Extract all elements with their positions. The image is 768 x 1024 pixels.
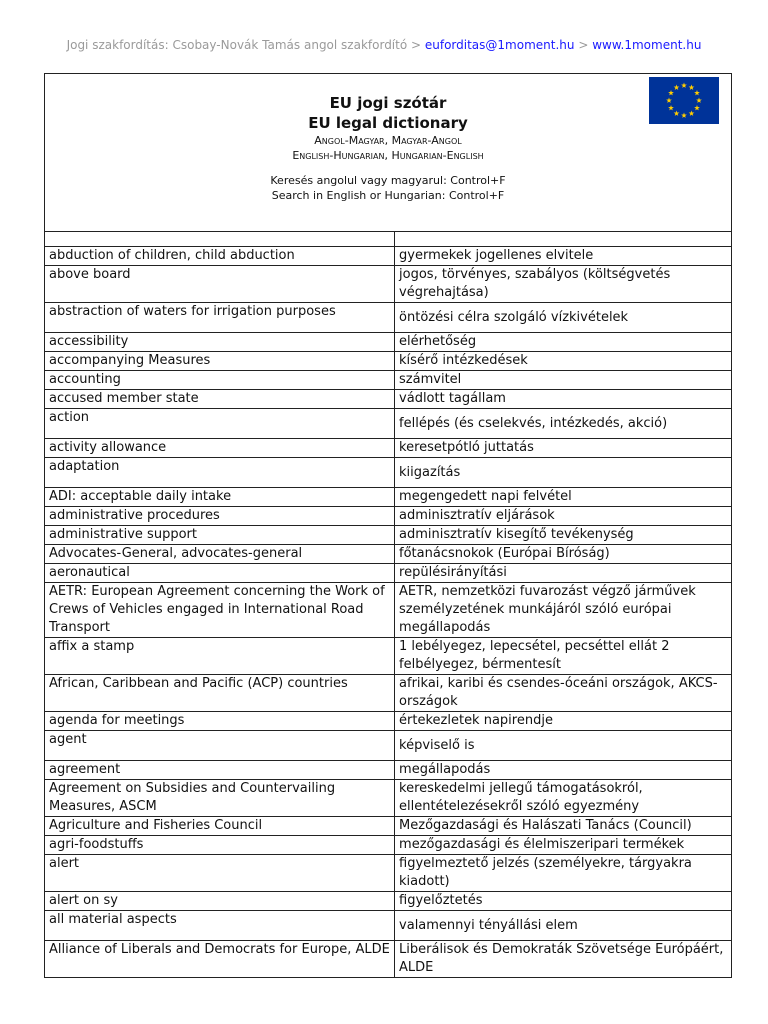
hungarian-term-cell: megállapodás	[395, 761, 732, 780]
table-row	[45, 352, 732, 371]
english-term-cell: Alliance of Liberals and Democrats for Europe, ALDE	[45, 941, 395, 978]
hungarian-term-cell: gyermekek jogellenes elvitele	[395, 247, 732, 266]
table-row	[45, 817, 732, 836]
hungarian-term-cell: valamennyi tényállási elem	[395, 911, 732, 941]
hungarian-term-cell: adminisztratív kisegítő tevékenység	[395, 526, 732, 545]
english-term-cell: abstraction of waters for irrigation purposes	[45, 303, 395, 333]
hungarian-term-cell: kiigazítás	[395, 458, 732, 488]
title-block	[44, 93, 732, 203]
table-row	[45, 941, 732, 978]
english-term-cell: action	[45, 409, 395, 439]
hungarian-term-cell: afrikai, karibi és csendes-óceáni országok, AKCS-országok	[395, 675, 732, 712]
hungarian-term-cell: főtanácsnokok (Európai Bíróság)	[395, 545, 732, 564]
flag-star	[689, 85, 695, 90]
search-hint-english: Search in English or Hungarian: Control+F	[271, 189, 505, 202]
hungarian-term-cell: kísérő intézkedések	[395, 352, 732, 371]
english-term-cell: agri-foodstuffs	[45, 836, 395, 855]
table-row	[45, 247, 732, 266]
table-row	[45, 545, 732, 564]
table-row	[45, 266, 732, 303]
hungarian-term-cell: Mezőgazdasági és Halászati Tanács (Council)	[395, 817, 732, 836]
table-row	[45, 333, 732, 352]
hungarian-term-cell: figyelmeztető jelzés (személyekre, tárgyakra kiadott)	[395, 855, 732, 892]
english-term-cell: activity allowance	[45, 439, 395, 458]
table-row	[45, 712, 732, 731]
hungarian-term-cell: vádlott tagállam	[395, 390, 732, 409]
dictionary-table	[44, 231, 732, 978]
hungarian-term-cell: Liberálisok és Demokraták Szövetsége Európáért, ALDE	[395, 941, 732, 978]
hungarian-term-cell: elérhetőség	[395, 333, 732, 352]
table-row	[45, 507, 732, 526]
table-row	[45, 488, 732, 507]
hungarian-term-cell: kereskedelmi jellegű támogatásokról, ellentételezésekről szóló egyezmény	[395, 780, 732, 817]
english-term-cell	[45, 232, 395, 247]
table-row	[45, 583, 732, 638]
search-hint-hungarian: Keresés angolul vagy magyarul: Control+F	[270, 174, 506, 187]
english-term-cell: abduction of children, child abduction	[45, 247, 395, 266]
header-separator: >	[574, 38, 593, 52]
english-term-cell: above board	[45, 266, 395, 303]
english-term-cell: adaptation	[45, 458, 395, 488]
english-term-cell: all material aspects	[45, 911, 395, 941]
table-row	[45, 371, 732, 390]
english-term-cell: affix a stamp	[45, 638, 395, 675]
directions-english: English-Hungarian, Hungarian-English	[292, 149, 484, 162]
table-row	[45, 761, 732, 780]
english-term-cell: accompanying Measures	[45, 352, 395, 371]
title-english: EU legal dictionary	[308, 114, 468, 132]
english-term-cell: AETR: European Agreement concerning the Work of Crews of Vehicles engaged in International Road Transport	[45, 583, 395, 638]
english-term-cell: administrative support	[45, 526, 395, 545]
hungarian-term-cell: öntözési célra szolgáló vízkivételek	[395, 303, 732, 333]
english-term-cell: agenda for meetings	[45, 712, 395, 731]
dictionary-document	[44, 73, 732, 975]
table-row	[45, 390, 732, 409]
hungarian-term-cell: jogos, törvényes, szabályos (költségvetés végrehajtása)	[395, 266, 732, 303]
hungarian-term-cell: értekezletek napirendje	[395, 712, 732, 731]
flag-star	[674, 85, 680, 90]
hungarian-term-cell: figyelőztetés	[395, 892, 732, 911]
hungarian-term-cell: AETR, nemzetközi fuvarozást végző járművek személyzetének munkájáról szóló európai megállapodás	[395, 583, 732, 638]
english-term-cell: ADI: acceptable daily intake	[45, 488, 395, 507]
table-row	[45, 731, 732, 761]
english-term-cell: agent	[45, 731, 395, 761]
hungarian-term-cell: megengedett napi felvétel	[395, 488, 732, 507]
english-term-cell: aeronautical	[45, 564, 395, 583]
directions-hungarian: Angol-Magyar, Magyar-Angol	[314, 134, 462, 147]
hungarian-term-cell	[395, 232, 732, 247]
title-hungarian: EU jogi szótár	[329, 94, 447, 112]
english-term-cell: agreement	[45, 761, 395, 780]
hungarian-term-cell: adminisztratív eljárások	[395, 507, 732, 526]
table-row	[45, 409, 732, 439]
table-row	[45, 675, 732, 712]
table-row	[45, 439, 732, 458]
hungarian-term-cell: 1 lebélyegez, lepecsétel, pecséttel ellát 2 felbélyegez, bérmentesít	[395, 638, 732, 675]
page-header-line	[0, 38, 768, 52]
hungarian-term-cell: repülésirányítási	[395, 564, 732, 583]
translator-credit: Jogi szakfordítás: Csobay-Novák Tamás angol szakfordító >	[66, 38, 425, 52]
table-row	[45, 526, 732, 545]
english-term-cell: Advocates-General, advocates-general	[45, 545, 395, 564]
email-link[interactable]: euforditas@1moment.hu	[424, 38, 575, 52]
english-term-cell: accounting	[45, 371, 395, 390]
table-row	[45, 303, 732, 333]
website-link[interactable]: www.1moment.hu	[592, 38, 702, 52]
hungarian-term-cell: fellépés (és cselekvés, intézkedés, akció)	[395, 409, 732, 439]
english-term-cell: Agriculture and Fisheries Council	[45, 817, 395, 836]
english-term-cell: accused member state	[45, 390, 395, 409]
english-term-cell: African, Caribbean and Pacific (ACP) countries	[45, 675, 395, 712]
hungarian-term-cell: számvitel	[395, 371, 732, 390]
english-term-cell: alert on sy	[45, 892, 395, 911]
table-row	[45, 836, 732, 855]
table-row	[45, 892, 732, 911]
table-row	[45, 780, 732, 817]
table-row	[45, 911, 732, 941]
table-row	[45, 638, 732, 675]
table-row	[45, 458, 732, 488]
english-term-cell: accessibility	[45, 333, 395, 352]
table-row	[45, 232, 732, 247]
hungarian-term-cell: képviselő is	[395, 731, 732, 761]
flag-star	[681, 83, 687, 88]
english-term-cell: alert	[45, 855, 395, 892]
table-row	[45, 855, 732, 892]
hungarian-term-cell: keresetpótló juttatás	[395, 439, 732, 458]
hungarian-term-cell: mezőgazdasági és élelmiszeripari termékek	[395, 836, 732, 855]
table-row	[45, 564, 732, 583]
english-term-cell: administrative procedures	[45, 507, 395, 526]
english-term-cell: Agreement on Subsidies and Countervailing Measures, ASCM	[45, 780, 395, 817]
